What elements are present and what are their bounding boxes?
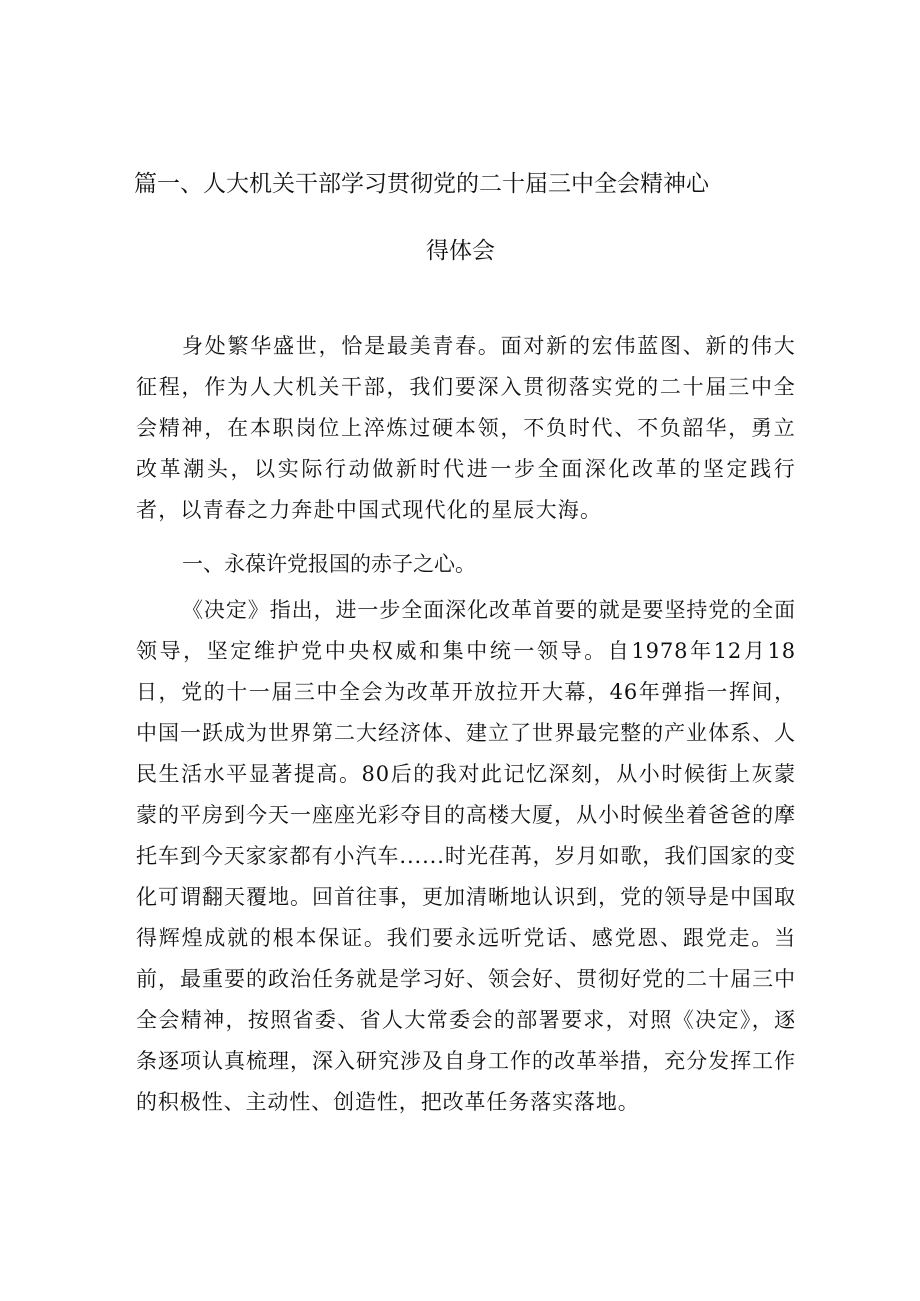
paragraph-intro: 身处繁华盛世，恰是最美青春。面对新的宏伟蓝图、新的伟大征程，作为人大机关干部，我们要深入贯彻落实党的二十届三中全会精神，在本职岗位上淬炼过硬本领，不负时代、不负韶华，勇立改革潮头，以实际行动做新时代进一步全面深化改革的坚定践行者，以青春之力奔赴中国式现代化的星辰大海。 xyxy=(136,334,796,522)
document-title-line-2: 得体会 xyxy=(426,238,495,264)
document-title-line-1: 篇一、人大机关干部学习贯彻党的二十届三中全会精神心 xyxy=(134,171,709,197)
paragraph-section-1: 《决定》指出，进一步全面深化改革首要的就是要坚持党的全面领导，坚定维护党中央权威和集中统一领导。自1978年12月18日，党的十一届三中全会为改革开放拉开大幕，46年弹指一挥间，中国一跃成为世界第二大经济体、建立了世界最完整的产业体系、人民生活水平显著提高。80后的我对此记忆深刻，从小时候街上灰蒙蒙的平房到今天一座座光彩夺目的高楼大厦，从小时候坐着爸爸的摩托车到今天家家都有小汽车......时光荏苒，岁月如歌，我们国家的变化可谓翻天覆地。回首往事，更加清晰地认识到，党的领导是中国取得辉煌成就的根本保证。我们要永远听党话、感党恩、跟党走。当前，最重要的政治任务就是学习好、领会好、贯彻好党的二十届三中全会精神，按照省委、省人大常委会的部署要求，对照《决定》，逐条逐项认真梳理，深入研究涉及自身工作的改革举措，充分发挥工作的积极性、主动性、创造性，把改革任务落实落地。 xyxy=(136,598,796,1114)
section-heading-1: 一、永葆许党报国的赤子之心。 xyxy=(182,552,476,576)
